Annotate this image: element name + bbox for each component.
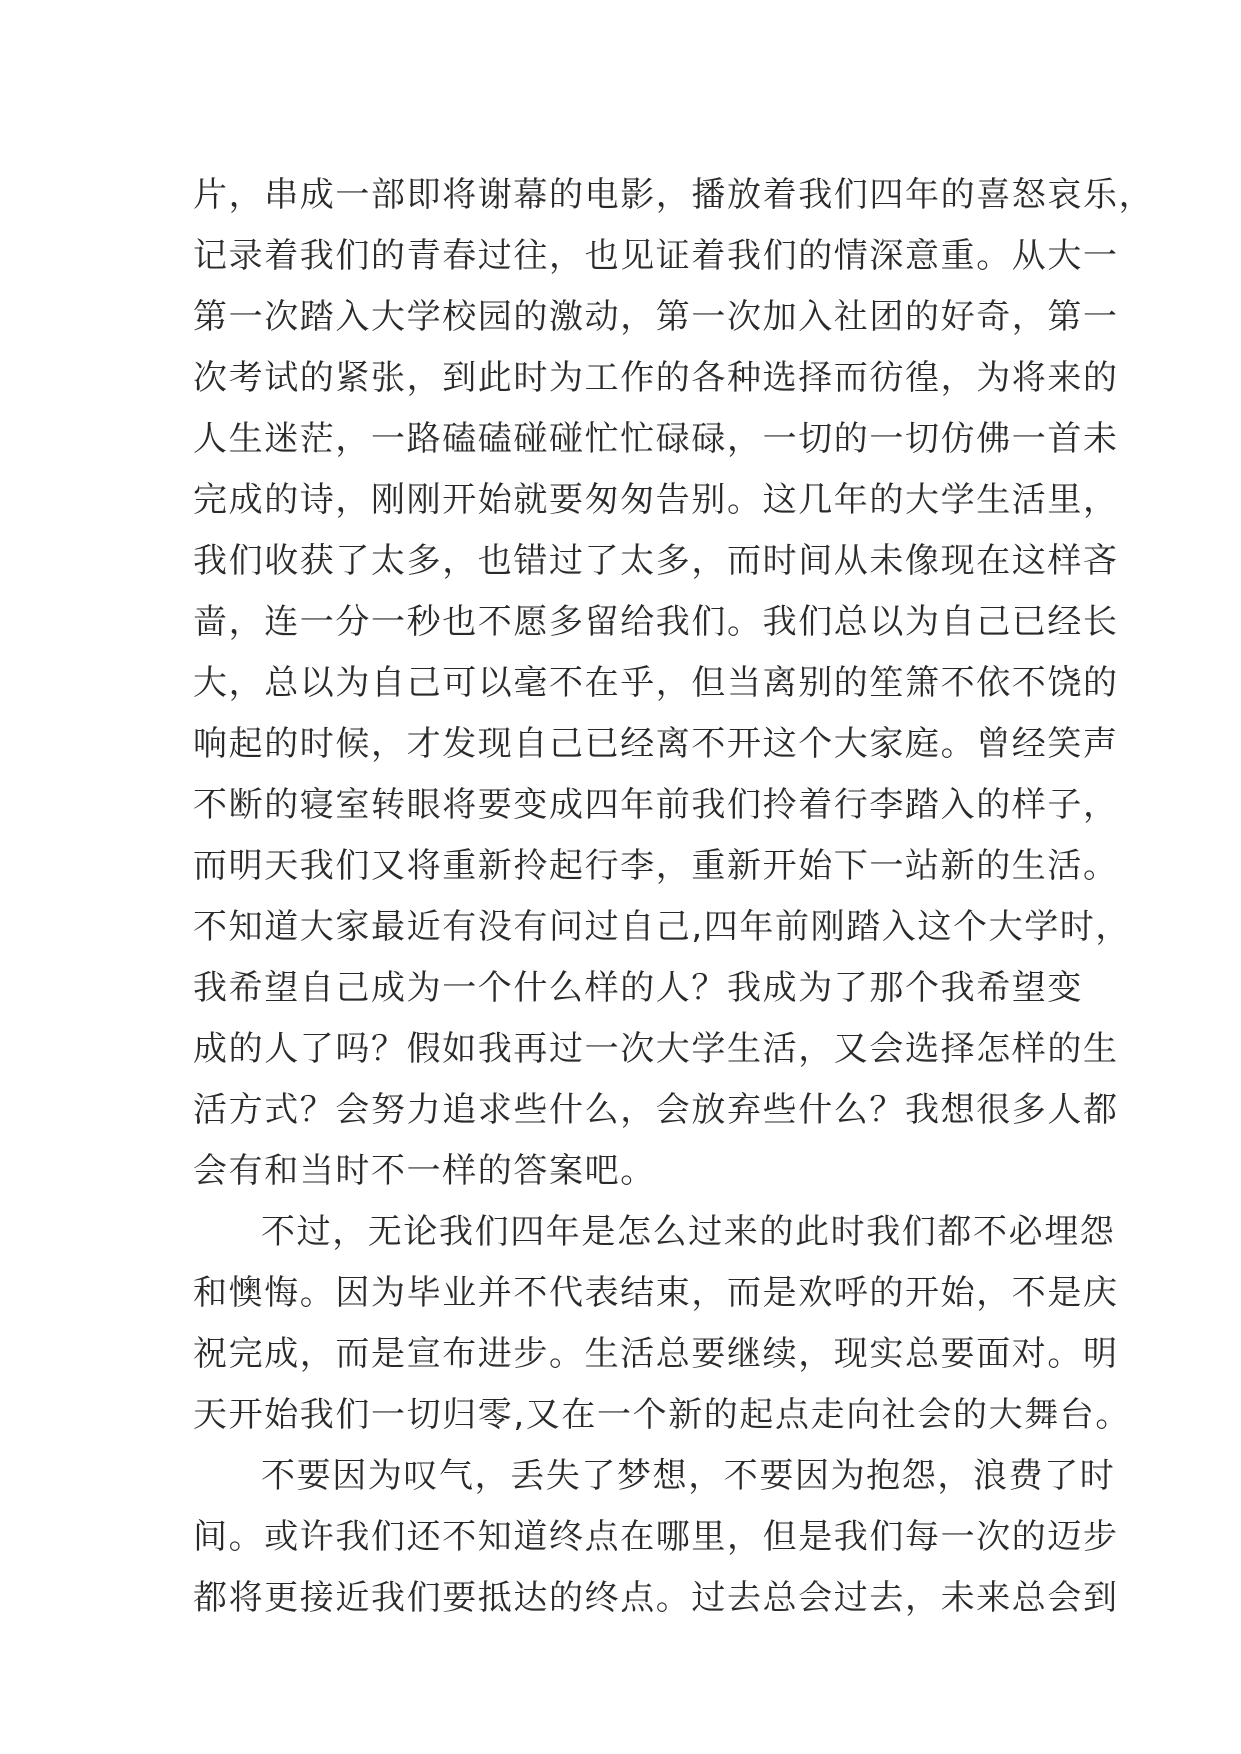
text-line: 记录着我们的青春过往，也见证着我们的情深意重。从大一 (193, 236, 1119, 276)
text-line: 我希望自己成为一个什么样的人？我成为了那个我希望变 (193, 968, 1083, 1008)
body-text (193, 165, 1155, 1629)
text-line: 成的人了吗？假如我再过一次大学生活，又会选择怎样的生 (193, 1029, 1119, 1069)
text-line: 片，串成一部即将谢幕的电影，播放着我们四年的喜怒哀乐， (193, 175, 1155, 215)
paragraph-start-line: 不要因为叹气，丢失了梦想，不要因为抱怨，浪费了时 (261, 1456, 1116, 1496)
text-line: 间。或许我们还不知道终点在哪里，但是我们每一次的迈步 (193, 1517, 1119, 1557)
text-line: 啬，连一分一秒也不愿多留给我们。我们总以为自己已经长 (193, 602, 1119, 642)
text-line: 响起的时候，才发现自己已经离不开这个大家庭。曾经笑声 (193, 724, 1119, 764)
text-line: 我们收获了太多，也错过了太多，而时间从未像现在这样吝 (193, 541, 1119, 581)
text-line: 大，总以为自己可以毫不在乎，但当离别的笙箫不依不饶的 (193, 663, 1119, 703)
text-line: 会有和当时不一样的答案吧。 (193, 1151, 656, 1191)
text-line: 第一次踏入大学校园的激动，第一次加入社团的好奇，第一 (193, 297, 1119, 337)
text-line: 人生迷茫，一路磕磕碰碰忙忙碌碌，一切的一切仿佛一首未 (193, 419, 1119, 459)
text-line: 而明天我们又将重新拎起行李，重新开始下一站新的生活。 (193, 846, 1119, 886)
text-line: 完成的诗，刚刚开始就要匆匆告别。这几年的大学生活里， (193, 480, 1119, 520)
text-line: 和懊悔。因为毕业并不代表结束，而是欢呼的开始，不是庆 (193, 1273, 1119, 1313)
text-line: 天开始我们一切归零,又在一个新的起点走向社会的大舞台。 (193, 1395, 1132, 1435)
text-line: 祝完成，而是宣布进步。生活总要继续，现实总要面对。明 (193, 1334, 1119, 1374)
text-line: 活方式？会努力追求些什么，会放弃些什么？我想很多人都 (193, 1090, 1119, 1130)
text-line: 不断的寝室转眼将要变成四年前我们拎着行李踏入的样子， (193, 785, 1119, 825)
text-line: 都将更接近我们要抵达的终点。过去总会过去，未来总会到 (193, 1578, 1119, 1618)
text-line: 次考试的紧张，到此时为工作的各种选择而彷徨，为将来的 (193, 358, 1119, 398)
paragraph-start-line: 不过，无论我们四年是怎么过来的此时我们都不必埋怨 (261, 1212, 1116, 1252)
text-line: 不知道大家最近有没有问过自己,四年前刚踏入这个大学时， (193, 907, 1132, 947)
